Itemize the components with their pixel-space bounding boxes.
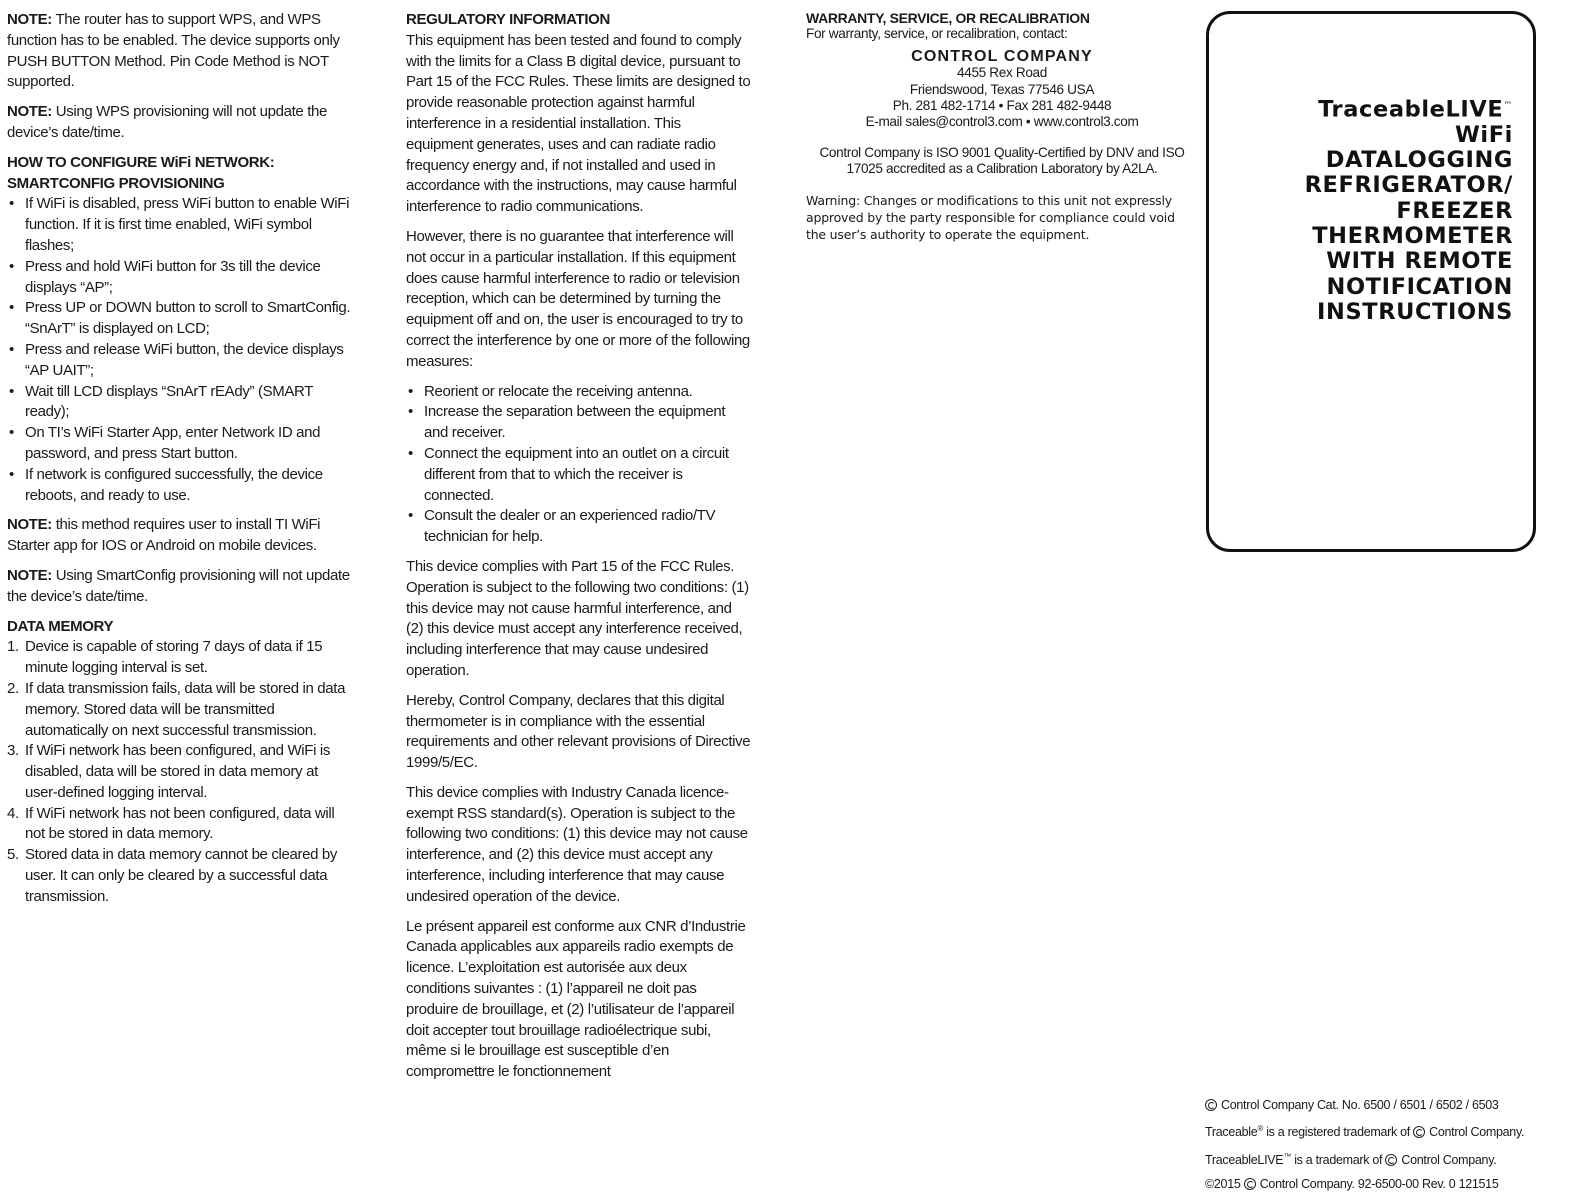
cover-line: WITH REMOTE	[1326, 248, 1513, 275]
list-item: • If network is configured successfully, the device reboots, and ready to use.	[7, 465, 352, 507]
cover-line: DATALOGGING	[1325, 147, 1513, 174]
list-item: 5. Stored data in data memory cannot be cleared by user. It can only be cleared by a successful data transmission.	[7, 846, 338, 905]
smartconfig-steps	[7, 194, 352, 506]
footer-trademarks	[1205, 1093, 1524, 1197]
cover-line: NOTIFICATION	[1326, 273, 1513, 300]
warning-text: Warning: Changes or modifications to this unit not expressly approved by the party responsible for compliance could void the user’s authority to operate the equipment.	[806, 192, 1175, 242]
column-warranty	[806, 10, 1198, 243]
company-address-city: Friendswood, Texas 77546 USA	[909, 81, 1095, 97]
company-name: CONTROL COMPANY	[911, 47, 1093, 65]
cover-line: FREEZER	[1396, 197, 1513, 224]
list-item: • Reorient or relocate the receiving antenna.	[406, 382, 751, 403]
paragraph-industry-canada: This device complies with Industry Canada licence-exempt RSS standard(s). Operation is subject to the following two conditions: (1) this device may not cause interference, and (2) this device must accept any interference, including interference that may cause undesired operation of the device.	[406, 783, 748, 905]
footer-copyright: ©2015 Control Company. 92-6500-00 Rev. 0 121515	[1205, 1177, 1499, 1192]
note-ti-app: NOTE: this method requires user to install TI WiFi Starter app for IOS or Android on mobile devices.	[7, 516, 321, 555]
company-address-street: 4455 Rex Road	[957, 65, 1047, 81]
cover-line: INSTRUCTIONS	[1317, 298, 1513, 325]
footer-catalog: Control Company Cat. No. 6500 / 6501 / 6502 / 6503	[1205, 1093, 1524, 1117]
list-item: • Connect the equipment into an outlet on a circuit different from that to which the receiver is connected.	[406, 444, 751, 506]
paragraph-french: Le présent appareil est conforme aux CNR d’Industrie Canada applicables aux appareils radio exempts de licence. L’exploitation est autorisée aux deux conditions suivantes : (1) l’appareil ne doit pas produire de brouillage, et (2) l’utilisateur de l’appareil doit accepter tout brouillage radioélectrique subi, même si le brouillage est susceptible d’en compromettre le fonctionnement	[406, 917, 746, 1081]
control-company-logo-icon	[1244, 1178, 1256, 1190]
list-item: • Press UP or DOWN button to scroll to SmartConfig. “SnArT” is displayed on LCD;	[7, 298, 352, 340]
heading-configure-wifi: HOW TO CONFIGURE WiFi NETWORK:	[7, 153, 275, 171]
list-item: • On TI’s WiFi Starter App, enter Network ID and password, and press Start button.	[7, 423, 352, 465]
heading-smartconfig: SMARTCONFIG PROVISIONING	[7, 174, 225, 192]
list-item: • Increase the separation between the equipment and receiver.	[406, 402, 751, 444]
heading-warranty: WARRANTY, SERVICE, OR RECALIBRATION	[806, 10, 1090, 26]
list-item: • Consult the dealer or an experienced radio/TV technician for help.	[406, 506, 751, 548]
list-item: 4. If WiFi network has not been configured, data will not be stored in data memory.	[7, 804, 335, 843]
note-wps-datetime: NOTE: Using WPS provisioning will not update the device’s date/time.	[7, 103, 328, 141]
control-company-logo-icon	[1385, 1154, 1397, 1166]
list-item: 3. If WiFi network has been configured, and WiFi is disabled, data will be stored in data memory at user-defined logging interval.	[7, 742, 330, 801]
measures-list	[406, 382, 751, 548]
column-wifi-setup	[7, 10, 352, 917]
paragraph-declaration: Hereby, Control Company, declares that this digital thermometer is in compliance with the essential requirements and other relevant provisions of Directive 1999/5/EC.	[406, 691, 751, 772]
cover-brand: TraceableLIVE™	[1318, 96, 1513, 123]
warranty-intro: For warranty, service, or recalibration, contact:	[806, 26, 1068, 42]
list-item: • Press and release WiFi button, the device displays “AP UAIT”;	[7, 340, 352, 382]
note-wps-support: NOTE: The router has to support WPS, and WPS function has to be enabled. The device supports only PUSH BUTTON Method. Pin Code Method is NOT supported.	[7, 11, 340, 91]
cover-line: WiFi	[1454, 121, 1513, 148]
cover-title	[1305, 94, 1513, 325]
company-contact	[806, 49, 1198, 131]
list-item: 2. If data transmission fails, data will be stored in data memory. Stored data will be transmitted automatically on next successful transmission.	[7, 679, 346, 739]
data-memory-list	[7, 637, 352, 907]
cover-line: REFRIGERATOR/	[1304, 172, 1513, 199]
note-smartconfig-datetime: NOTE: Using SmartConfig provisioning will not update the device’s date/time.	[7, 566, 350, 605]
footer-traceable-trademark: Traceable® is a registered trademark of Control Company.	[1205, 1124, 1525, 1140]
paragraph-no-guarantee: However, there is no guarantee that interference will not occur in a particular installation. If this equipment does cause harmful interference to radio or television reception, which can be determined by turning the equipment off and on, the user is encouraged to try to correct the interference by one or more of the following measures:	[406, 227, 750, 370]
column-regulatory	[406, 10, 751, 1092]
control-company-logo-icon	[1413, 1126, 1425, 1138]
cover-line: THERMOMETER	[1312, 222, 1513, 249]
list-item: • If WiFi is disabled, press WiFi button to enable WiFi function. If it is first time enabled, WiFi symbol flashes;	[7, 194, 352, 256]
footer-traceablelive-trademark: TraceableLIVE™ is a trademark of Control Company.	[1205, 1151, 1497, 1167]
list-item: 1. Device is capable of storing 7 days of data if 15 minute logging interval is set.	[7, 638, 323, 677]
heading-regulatory: REGULATORY INFORMATION	[406, 11, 610, 28]
paragraph-fcc-part15: This device complies with Part 15 of the FCC Rules. Operation is subject to the following two conditions: (1) this device may not cause harmful interference, and (2) this device must accept any interference received, including interference that may cause undesired operation.	[406, 557, 749, 679]
company-email: E-mail sales@control3.com • www.control3.com	[865, 114, 1139, 130]
list-item: • Press and hold WiFi button for 3s till the device displays “AP”;	[7, 257, 352, 299]
paragraph-class-b: This equipment has been tested and found to comply with the limits for a Class B digital device, pursuant to Part 15 of the FCC Rules. These limits are designed to provide reasonable protection against harmful interference in a residential installation. This equipment generates, uses and can radiate radio frequency energy and, if not installed and used in accordance with the instructions, may cause harmful interference to radio communications.	[406, 31, 751, 216]
list-item: • Wait till LCD displays “SnArT rEAdy” (SMART ready);	[7, 382, 352, 424]
heading-data-memory: DATA MEMORY	[7, 617, 114, 635]
cover-panel	[1206, 11, 1536, 552]
iso-certification: Control Company is ISO 9001 Quality-Certified by DNV and ISO 17025 accredited as a Calibration Laboratory by A2LA.	[819, 144, 1185, 177]
company-phone: Ph. 281 482-1714 • Fax 281 482-9448	[892, 98, 1112, 114]
control-company-logo-icon	[1205, 1099, 1217, 1111]
